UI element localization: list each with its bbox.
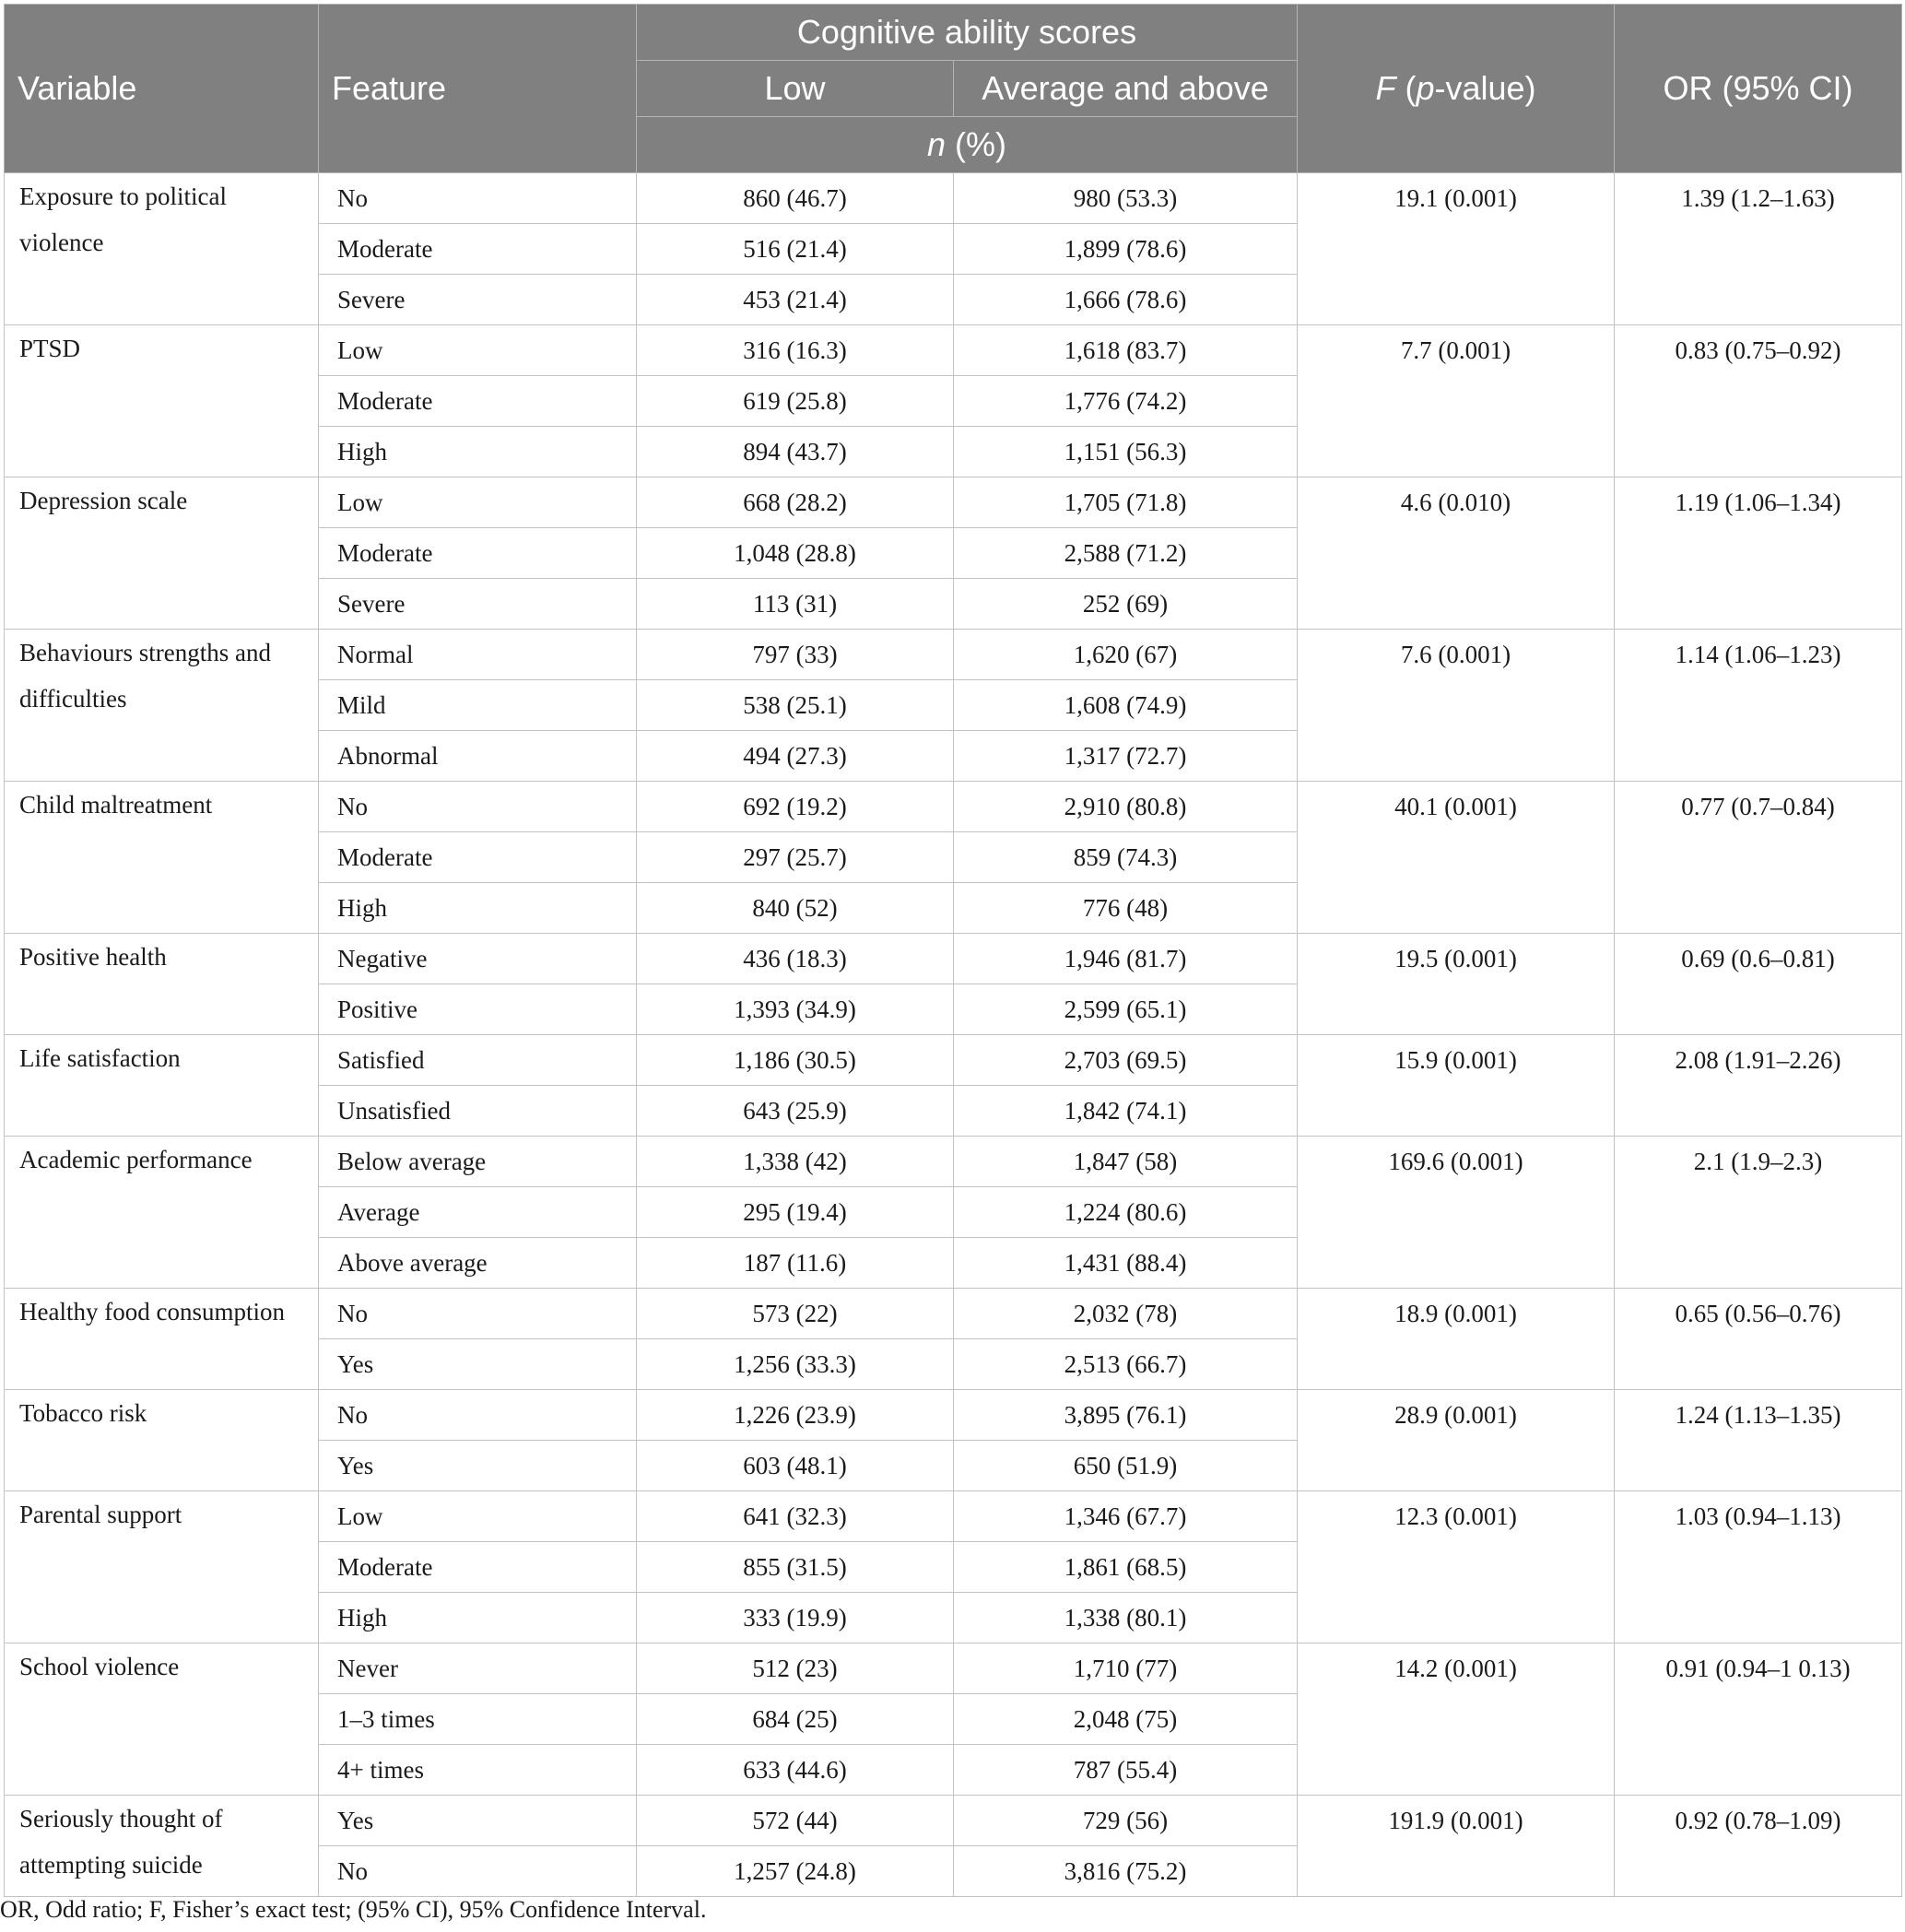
average-above-score-cell: 1,776 (74.2) bbox=[954, 376, 1298, 427]
header-cognitive-ability-scores: Cognitive ability scores bbox=[637, 5, 1298, 61]
low-score-cell: 1,256 (33.3) bbox=[637, 1339, 954, 1390]
low-score-cell: 316 (16.3) bbox=[637, 325, 954, 376]
variable-cell: Academic performance bbox=[5, 1137, 319, 1289]
feature-cell: High bbox=[319, 427, 637, 477]
low-score-cell: 668 (28.2) bbox=[637, 477, 954, 528]
feature-cell: Unsatisfied bbox=[319, 1086, 637, 1137]
average-above-score-cell: 2,048 (75) bbox=[954, 1694, 1298, 1745]
feature-cell: Severe bbox=[319, 275, 637, 325]
low-score-cell: 619 (25.8) bbox=[637, 376, 954, 427]
variable-cell: Positive health bbox=[5, 934, 319, 1035]
feature-cell: Never bbox=[319, 1643, 637, 1694]
f-p-value-cell: 18.9 (0.001) bbox=[1298, 1289, 1615, 1390]
header-variable: Variable bbox=[5, 5, 319, 173]
table-row bbox=[5, 173, 1902, 224]
low-score-cell: 603 (48.1) bbox=[637, 1441, 954, 1491]
average-above-score-cell: 3,816 (75.2) bbox=[954, 1846, 1298, 1897]
variable-cell: School violence bbox=[5, 1643, 319, 1796]
feature-cell: No bbox=[319, 1390, 637, 1441]
average-above-score-cell: 2,703 (69.5) bbox=[954, 1035, 1298, 1086]
odds-ratio-cell: 1.03 (0.94–1.13) bbox=[1615, 1491, 1902, 1643]
feature-cell: 1–3 times bbox=[319, 1694, 637, 1745]
f-p-value-cell: 169.6 (0.001) bbox=[1298, 1137, 1615, 1289]
average-above-score-cell: 2,910 (80.8) bbox=[954, 782, 1298, 832]
table-body bbox=[5, 173, 1902, 1897]
feature-cell: Satisfied bbox=[319, 1035, 637, 1086]
average-above-score-cell: 1,151 (56.3) bbox=[954, 427, 1298, 477]
low-score-cell: 436 (18.3) bbox=[637, 934, 954, 984]
odds-ratio-cell: 1.19 (1.06–1.34) bbox=[1615, 477, 1902, 630]
average-above-score-cell: 1,224 (80.6) bbox=[954, 1187, 1298, 1238]
feature-cell: Abnormal bbox=[319, 731, 637, 782]
feature-cell: Below average bbox=[319, 1137, 637, 1187]
average-above-score-cell: 729 (56) bbox=[954, 1796, 1298, 1846]
header-low: Low bbox=[637, 61, 954, 117]
feature-cell: Moderate bbox=[319, 376, 637, 427]
f-p-value-cell: 191.9 (0.001) bbox=[1298, 1796, 1615, 1897]
feature-cell: Yes bbox=[319, 1796, 637, 1846]
header-f-p-value: F (p-value) bbox=[1298, 5, 1615, 173]
low-score-cell: 692 (19.2) bbox=[637, 782, 954, 832]
average-above-score-cell: 1,338 (80.1) bbox=[954, 1593, 1298, 1643]
feature-cell: Low bbox=[319, 477, 637, 528]
table-row bbox=[5, 1289, 1902, 1339]
variable-cell: Healthy food consumption bbox=[5, 1289, 319, 1390]
average-above-score-cell: 2,032 (78) bbox=[954, 1289, 1298, 1339]
average-above-score-cell: 980 (53.3) bbox=[954, 173, 1298, 224]
low-score-cell: 512 (23) bbox=[637, 1643, 954, 1694]
average-above-score-cell: 787 (55.4) bbox=[954, 1745, 1298, 1796]
low-score-cell: 113 (31) bbox=[637, 579, 954, 630]
variable-cell: Seriously thought of attempting suicide bbox=[5, 1796, 319, 1897]
f-p-value-cell: 19.1 (0.001) bbox=[1298, 173, 1615, 325]
table-row bbox=[5, 782, 1902, 832]
feature-cell: Positive bbox=[319, 984, 637, 1035]
low-score-cell: 297 (25.7) bbox=[637, 832, 954, 883]
feature-cell: Mild bbox=[319, 680, 637, 731]
variable-cell: Depression scale bbox=[5, 477, 319, 630]
variable-cell: Child maltreatment bbox=[5, 782, 319, 934]
odds-ratio-cell: 0.83 (0.75–0.92) bbox=[1615, 325, 1902, 477]
odds-ratio-cell: 0.65 (0.56–0.76) bbox=[1615, 1289, 1902, 1390]
f-p-value-cell: 19.5 (0.001) bbox=[1298, 934, 1615, 1035]
table-row bbox=[5, 1390, 1902, 1441]
odds-ratio-cell: 2.08 (1.91–2.26) bbox=[1615, 1035, 1902, 1137]
variable-cell: Tobacco risk bbox=[5, 1390, 319, 1491]
low-score-cell: 860 (46.7) bbox=[637, 173, 954, 224]
average-above-score-cell: 859 (74.3) bbox=[954, 832, 1298, 883]
average-above-score-cell: 1,861 (68.5) bbox=[954, 1542, 1298, 1593]
low-score-cell: 1,226 (23.9) bbox=[637, 1390, 954, 1441]
f-p-value-cell: 12.3 (0.001) bbox=[1298, 1491, 1615, 1643]
table-row bbox=[5, 934, 1902, 984]
low-score-cell: 516 (21.4) bbox=[637, 224, 954, 275]
average-above-score-cell: 1,946 (81.7) bbox=[954, 934, 1298, 984]
table-row bbox=[5, 477, 1902, 528]
table-row bbox=[5, 325, 1902, 376]
header-feature: Feature bbox=[319, 5, 637, 173]
odds-ratio-cell: 2.1 (1.9–2.3) bbox=[1615, 1137, 1902, 1289]
low-score-cell: 840 (52) bbox=[637, 883, 954, 934]
f-p-value-cell: 28.9 (0.001) bbox=[1298, 1390, 1615, 1491]
feature-cell: Low bbox=[319, 325, 637, 376]
average-above-score-cell: 776 (48) bbox=[954, 883, 1298, 934]
average-above-score-cell: 2,588 (71.2) bbox=[954, 528, 1298, 579]
table-header bbox=[5, 5, 1902, 173]
feature-cell: Moderate bbox=[319, 528, 637, 579]
odds-ratio-cell: 0.69 (0.6–0.81) bbox=[1615, 934, 1902, 1035]
low-score-cell: 1,338 (42) bbox=[637, 1137, 954, 1187]
feature-cell: Above average bbox=[319, 1238, 637, 1289]
average-above-score-cell: 1,618 (83.7) bbox=[954, 325, 1298, 376]
average-above-score-cell: 2,513 (66.7) bbox=[954, 1339, 1298, 1390]
feature-cell: Negative bbox=[319, 934, 637, 984]
table-row bbox=[5, 1137, 1902, 1187]
feature-cell: High bbox=[319, 1593, 637, 1643]
average-above-score-cell: 650 (51.9) bbox=[954, 1441, 1298, 1491]
low-score-cell: 1,048 (28.8) bbox=[637, 528, 954, 579]
odds-ratio-cell: 0.91 (0.94–1 0.13) bbox=[1615, 1643, 1902, 1796]
variable-cell: Parental support bbox=[5, 1491, 319, 1643]
f-p-value-cell: 15.9 (0.001) bbox=[1298, 1035, 1615, 1137]
f-p-value-cell: 4.6 (0.010) bbox=[1298, 477, 1615, 630]
table-row bbox=[5, 1796, 1902, 1846]
table-footnote: OR, Odd ratio; F, Fisher’s exact test; (95% CI), 95% Confidence Interval. bbox=[0, 1896, 707, 1923]
odds-ratio-cell: 1.39 (1.2–1.63) bbox=[1615, 173, 1902, 325]
feature-cell: No bbox=[319, 1289, 637, 1339]
feature-cell: No bbox=[319, 1846, 637, 1897]
average-above-score-cell: 1,842 (74.1) bbox=[954, 1086, 1298, 1137]
table-row bbox=[5, 1643, 1902, 1694]
feature-cell: Moderate bbox=[319, 832, 637, 883]
odds-ratio-cell: 0.92 (0.78–1.09) bbox=[1615, 1796, 1902, 1897]
low-score-cell: 894 (43.7) bbox=[637, 427, 954, 477]
feature-cell: Low bbox=[319, 1491, 637, 1542]
variable-cell: Exposure to political violence bbox=[5, 173, 319, 325]
low-score-cell: 797 (33) bbox=[637, 630, 954, 680]
low-score-cell: 333 (19.9) bbox=[637, 1593, 954, 1643]
table-row bbox=[5, 1035, 1902, 1086]
average-above-score-cell: 252 (69) bbox=[954, 579, 1298, 630]
header-average-and-above: Average and above bbox=[954, 61, 1298, 117]
variable-cell: Life satisfaction bbox=[5, 1035, 319, 1137]
average-above-score-cell: 3,895 (76.1) bbox=[954, 1390, 1298, 1441]
low-score-cell: 295 (19.4) bbox=[637, 1187, 954, 1238]
average-above-score-cell: 1,620 (67) bbox=[954, 630, 1298, 680]
average-above-score-cell: 1,608 (74.9) bbox=[954, 680, 1298, 731]
header-or-ci: OR (95% CI) bbox=[1615, 5, 1902, 173]
feature-cell: Moderate bbox=[319, 224, 637, 275]
variable-cell: Behaviours strengths and difficulties bbox=[5, 630, 319, 782]
low-score-cell: 573 (22) bbox=[637, 1289, 954, 1339]
low-score-cell: 641 (32.3) bbox=[637, 1491, 954, 1542]
f-p-value-cell: 7.7 (0.001) bbox=[1298, 325, 1615, 477]
table-row bbox=[5, 1491, 1902, 1542]
header-n-percent: n (%) bbox=[637, 117, 1298, 173]
low-score-cell: 572 (44) bbox=[637, 1796, 954, 1846]
average-above-score-cell: 1,710 (77) bbox=[954, 1643, 1298, 1694]
feature-cell: No bbox=[319, 782, 637, 832]
low-score-cell: 453 (21.4) bbox=[637, 275, 954, 325]
results-table bbox=[4, 4, 1902, 1897]
average-above-score-cell: 1,899 (78.6) bbox=[954, 224, 1298, 275]
variable-cell: PTSD bbox=[5, 325, 319, 477]
feature-cell: High bbox=[319, 883, 637, 934]
low-score-cell: 684 (25) bbox=[637, 1694, 954, 1745]
odds-ratio-cell: 0.77 (0.7–0.84) bbox=[1615, 782, 1902, 934]
average-above-score-cell: 1,317 (72.7) bbox=[954, 731, 1298, 782]
low-score-cell: 633 (44.6) bbox=[637, 1745, 954, 1796]
low-score-cell: 1,186 (30.5) bbox=[637, 1035, 954, 1086]
odds-ratio-cell: 1.24 (1.13–1.35) bbox=[1615, 1390, 1902, 1491]
average-above-score-cell: 1,666 (78.6) bbox=[954, 275, 1298, 325]
average-above-score-cell: 2,599 (65.1) bbox=[954, 984, 1298, 1035]
low-score-cell: 855 (31.5) bbox=[637, 1542, 954, 1593]
feature-cell: Yes bbox=[319, 1339, 637, 1390]
low-score-cell: 643 (25.9) bbox=[637, 1086, 954, 1137]
average-above-score-cell: 1,705 (71.8) bbox=[954, 477, 1298, 528]
feature-cell: No bbox=[319, 173, 637, 224]
low-score-cell: 538 (25.1) bbox=[637, 680, 954, 731]
f-p-value-cell: 14.2 (0.001) bbox=[1298, 1643, 1615, 1796]
feature-cell: Average bbox=[319, 1187, 637, 1238]
low-score-cell: 1,393 (34.9) bbox=[637, 984, 954, 1035]
average-above-score-cell: 1,431 (88.4) bbox=[954, 1238, 1298, 1289]
average-above-score-cell: 1,847 (58) bbox=[954, 1137, 1298, 1187]
f-p-value-cell: 7.6 (0.001) bbox=[1298, 630, 1615, 782]
feature-cell: Moderate bbox=[319, 1542, 637, 1593]
f-p-value-cell: 40.1 (0.001) bbox=[1298, 782, 1615, 934]
feature-cell: Normal bbox=[319, 630, 637, 680]
low-score-cell: 187 (11.6) bbox=[637, 1238, 954, 1289]
average-above-score-cell: 1,346 (67.7) bbox=[954, 1491, 1298, 1542]
low-score-cell: 494 (27.3) bbox=[637, 731, 954, 782]
feature-cell: Yes bbox=[319, 1441, 637, 1491]
odds-ratio-cell: 1.14 (1.06–1.23) bbox=[1615, 630, 1902, 782]
feature-cell: Severe bbox=[319, 579, 637, 630]
feature-cell: 4+ times bbox=[319, 1745, 637, 1796]
low-score-cell: 1,257 (24.8) bbox=[637, 1846, 954, 1897]
table-row bbox=[5, 630, 1902, 680]
